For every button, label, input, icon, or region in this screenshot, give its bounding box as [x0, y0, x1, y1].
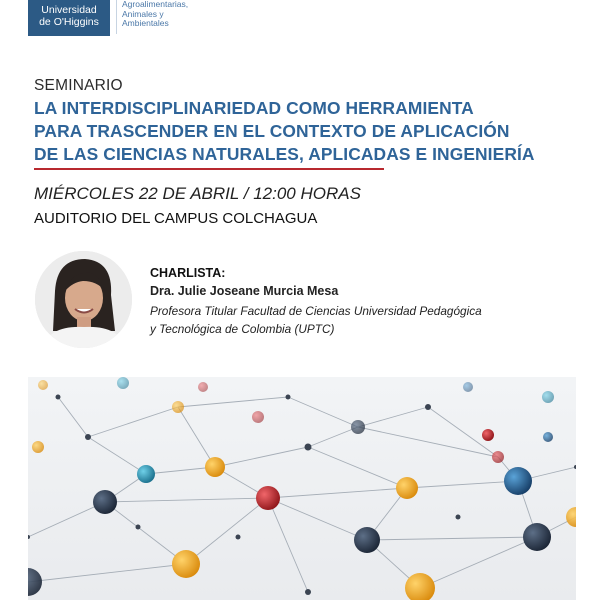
university-name-line2: de O'Higgins: [39, 16, 99, 28]
event-title-line1: LA INTERDISCIPLINARIEDAD COMO HERRAMIENTA: [34, 98, 474, 118]
speaker-role-line1: Profesora Titular Facultad de Ciencias Universidad Pedagógica: [150, 304, 482, 318]
faculty-line1: Agroalimentarias,: [122, 0, 189, 9]
speaker-avatar: [35, 251, 132, 348]
event-kicker: SEMINARIO: [34, 77, 123, 94]
speaker-label: CHARLISTA:: [150, 266, 226, 280]
speaker-role: [150, 302, 510, 338]
event-title-line3: DE LAS CIENCIAS NATURALES, APLICADAS E INGENIERÍA: [34, 144, 535, 164]
title-underline: [34, 168, 384, 170]
event-title-line2: PARA TRASCENDER EN EL CONTEXTO DE APLICACIÓN: [34, 121, 510, 141]
faculty-name: [122, 0, 212, 29]
university-logo: [28, 0, 110, 36]
speaker-name: Dra. Julie Joseane Murcia Mesa: [150, 284, 339, 298]
event-venue: AUDITORIO DEL CAMPUS COLCHAGUA: [34, 210, 318, 227]
speaker-photo-icon: [35, 251, 132, 348]
speaker-role-line2: y Tecnológica de Colombia (UPTC): [150, 322, 335, 336]
hero-image: [28, 377, 576, 600]
logo-divider: [116, 0, 117, 34]
molecular-network-icon: [28, 377, 576, 600]
event-title: [34, 97, 579, 166]
event-datetime: MIÉRCOLES 22 DE ABRIL / 12:00 HORAS: [34, 184, 361, 203]
faculty-line3: Ambientales: [122, 18, 169, 28]
faculty-line2: Animales y: [122, 8, 164, 19]
university-name-line1: Universidad: [41, 4, 97, 16]
